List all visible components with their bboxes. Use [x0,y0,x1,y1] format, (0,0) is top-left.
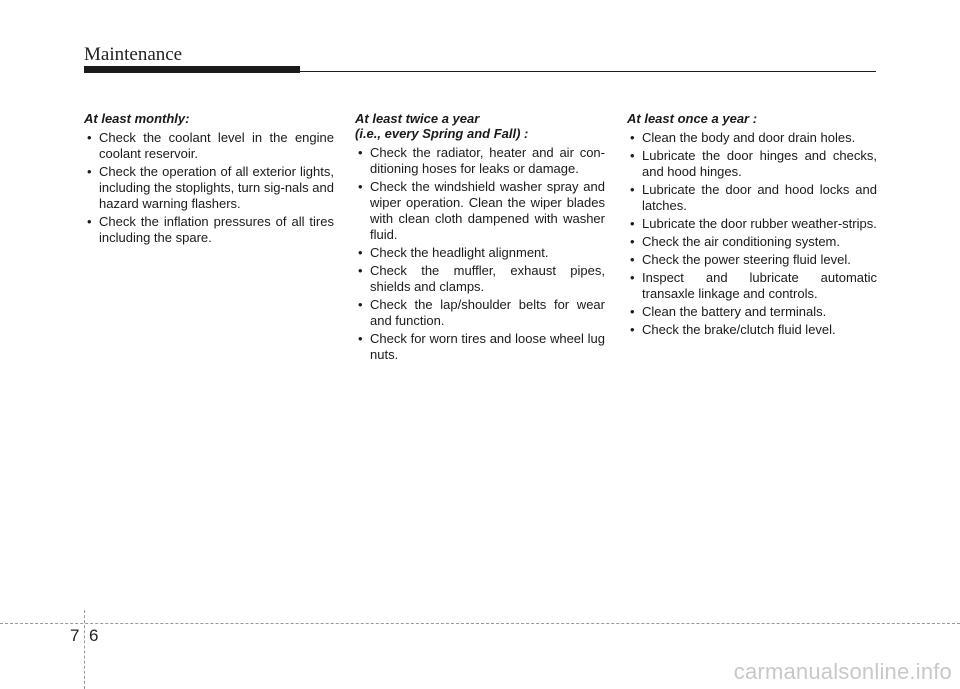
chapter-number: 7 [70,626,80,645]
section-title-monthly: At least monthly: [84,111,190,126]
footer-divider [84,610,85,689]
checklist-monthly [84,130,334,246]
list-item: • Check the radiator, heater and air con-ditioning hoses for leaks or damage. [355,145,605,177]
page-number: 6 [89,626,99,645]
list-item: • Check the operation of all exterior lights, including the stoplights, turn sig-nals and hazard warning flashers. [84,164,334,212]
list-item: • Check the inflation pressures of all tires including the spare. [84,214,334,246]
list-item: • Lubricate the door rubber weather-strips. [627,216,877,232]
header-rule [300,71,876,72]
list-item: • Check the headlight alignment. [355,245,605,261]
checklist-yearly [627,130,877,338]
list-item: • Check the brake/clutch fluid level. [627,322,877,338]
list-item: • Check the coolant level in the engine coolant reservoir. [84,130,334,162]
column-monthly [84,111,334,248]
checklist-twice-yearly [355,145,605,363]
list-item: • Check for worn tires and loose wheel lug nuts. [355,331,605,363]
column-yearly [627,111,877,340]
section-title-twice-yearly [355,111,605,141]
list-item: • Check the power steering fluid level. [627,252,877,268]
list-item: • Inspect and lubricate automatic transaxle linkage and controls. [627,270,877,302]
watermark: carmanualsonline.info [733,659,952,684]
list-item: • Lubricate the door and hood locks and latches. [627,182,877,214]
section-title-yearly: At least once a year : [627,111,758,126]
footer-rule [0,623,960,624]
list-item: • Check the lap/shoulder belts for wear and function. [355,297,605,329]
list-item: • Clean the body and door drain holes. [627,130,877,146]
section-title-line1: At least twice a year [355,111,480,126]
list-item: • Clean the battery and terminals. [627,304,877,320]
header-bar [84,66,300,73]
column-twice-yearly [355,111,605,365]
list-item: • Check the muffler, exhaust pipes, shields and clamps. [355,263,605,295]
list-item: • Check the windshield washer spray and wiper operation. Clean the wiper blades with clean cloth dampened with washer fluid. [355,179,605,243]
page-header-title: Maintenance [84,44,183,65]
section-title-line2: (i.e., every Spring and Fall) : [355,126,529,141]
list-item: • Lubricate the door hinges and checks, and hood hinges. [627,148,877,180]
list-item: • Check the air conditioning system. [627,234,877,250]
